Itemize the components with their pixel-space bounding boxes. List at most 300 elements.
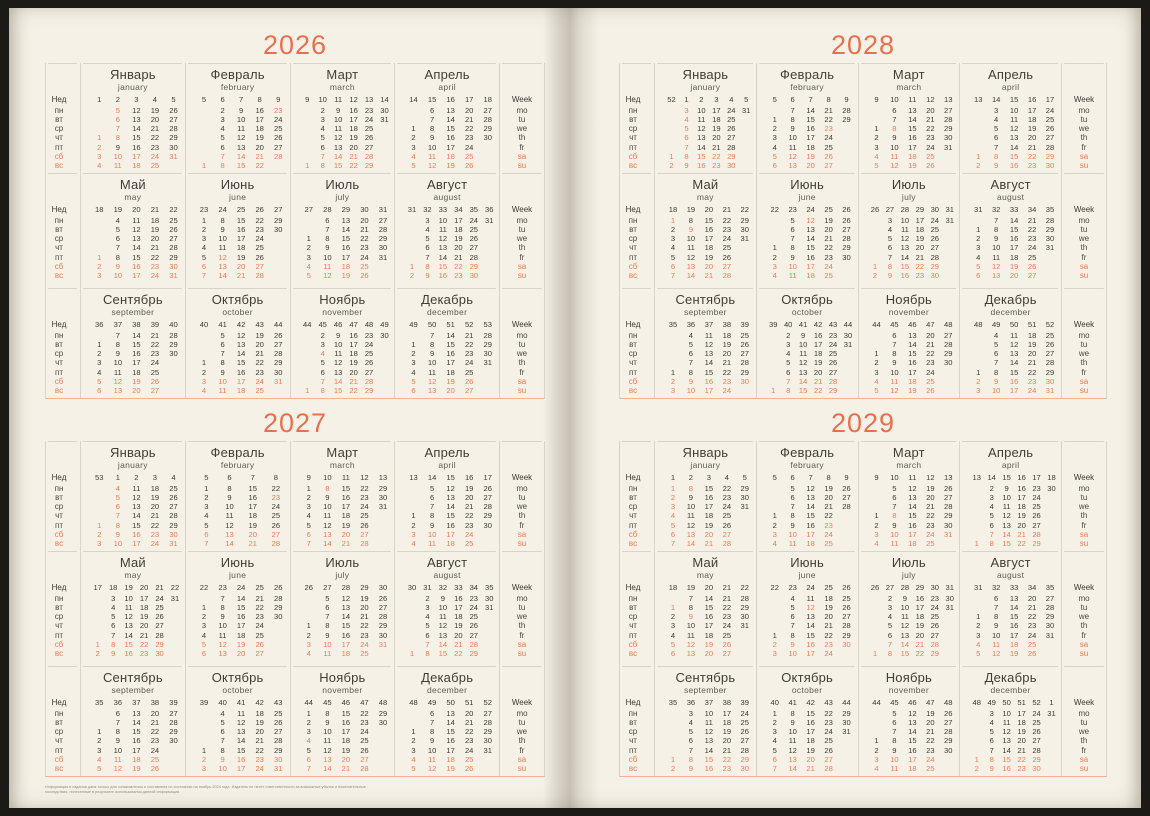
day-cell: 30 [169,261,178,271]
day-cell: 3 [684,106,689,115]
week-number: 13 [973,95,983,104]
day-cell: 11 [113,367,122,377]
day-cell: 9 [994,234,999,244]
day-cell: 22 [722,367,732,377]
day-cell: 31 [842,727,851,737]
weekday-label-en: th [518,133,526,143]
day-cell: 3 [306,639,311,649]
day-cell: 17 [341,727,351,737]
day-cell: 2 [872,270,878,280]
day-cell: 20 [464,106,474,115]
weekday-label-en: su [517,385,527,395]
day-cell: 10 [991,243,1001,253]
day-cell: 15 [446,340,455,350]
day-row [766,216,856,225]
day-row [969,484,1059,493]
day-cell: 21 [150,511,160,521]
day-cell: 4 [989,502,994,512]
day-cell: 1 [976,367,981,377]
day-cell: 25 [364,124,374,134]
day-cell: 19 [360,594,369,603]
day-cell: 21 [150,124,160,134]
day-cell: 22 [722,484,732,493]
month-name-ru: Сентябрь [675,670,736,685]
day-cell: 1 [976,612,981,622]
day-cell: 4 [425,612,430,622]
year-grid [619,441,1107,777]
day-cell: 24 [464,142,474,152]
weekday-label-en: su [517,648,527,658]
week-number: 2 [688,473,694,482]
day-cell: 29 [842,709,851,718]
day-row [969,746,1059,755]
day-row [404,271,497,280]
week-number: 52 [1032,698,1041,707]
day-cell: 19 [1017,727,1026,737]
day-cell: 2 [772,520,777,530]
day-cell: 25 [926,538,935,548]
day-cell: 21 [926,340,935,350]
day-cell: 4 [411,754,416,764]
week-number: 14 [987,473,996,482]
day-cell: 27 [1032,520,1041,530]
day-cell: 29 [1045,367,1055,377]
month-september [80,666,185,776]
day-cell: 31 [945,216,954,225]
day-cell: 21 [150,718,160,728]
day-cell: 8 [989,754,994,764]
day-cell: 22 [360,621,369,631]
day-cell: 11 [428,538,437,548]
day-cell: 23 [255,754,264,764]
day-cell: 16 [454,594,463,603]
week-number: 5 [772,95,777,104]
day-cell: 28 [483,502,492,512]
week-column-label-en: Week [511,205,533,214]
day-row [868,368,958,377]
day-cell: 12 [788,151,797,161]
day-cell: 15 [1002,754,1011,764]
month-name-en: july [335,192,350,202]
day-cell: 21 [150,331,160,340]
day-row [868,539,958,548]
day-cell: 21 [1017,529,1026,539]
day-cell: 6 [887,243,893,253]
week-numbers-row [404,204,497,216]
day-cell: 31 [843,340,853,350]
day-row [664,718,754,727]
day-cell: 5 [976,261,981,271]
weekday-label-en: mo [1078,331,1090,340]
day-cell: 9 [994,376,999,386]
day-cell: 11 [890,538,899,548]
day-row [195,603,288,612]
day-row [404,746,497,755]
day-cell: 15 [704,216,714,225]
day-cell: 25 [150,367,160,377]
day-cell: 1 [201,358,207,368]
day-cell: 22 [360,484,369,493]
week-number: 46 [908,698,917,707]
day-cell: 5 [786,358,791,368]
day-cell: 10 [890,754,899,764]
day-cell: 2 [97,529,102,539]
day-cell: 17 [446,358,455,368]
day-cell: 11 [237,124,246,134]
week-number: 41 [798,320,808,329]
day-cell: 8 [688,484,694,493]
day-cell: 29 [944,349,953,359]
day-cell: 13 [446,106,455,115]
day-cell: 29 [842,115,851,125]
day-cell: 14 [900,639,910,649]
day-row [868,124,958,133]
day-row [969,530,1059,539]
weekday-label-en: we [1078,124,1090,134]
day-cell: 16 [1009,621,1019,631]
month-october [756,288,858,398]
day-cell: 9 [115,529,120,539]
day-cell: 6 [204,529,209,539]
day-cell: 11 [428,151,437,161]
day-cell: 26 [150,763,160,773]
day-row [300,727,393,736]
month-november [290,666,395,776]
weekday-label-ru: пт [55,520,63,530]
day-cell: 31 [169,538,178,548]
day-row [90,493,183,502]
day-row [404,727,497,736]
day-cell: 27 [364,367,374,377]
day-cell: 23 [1027,234,1037,244]
day-cell: 17 [1009,630,1019,640]
day-row [300,161,393,170]
day-cell: 29 [378,484,388,493]
day-cell: 5 [325,594,330,603]
day-cell: 6 [306,529,311,539]
weekday-label-ru: пн [54,331,64,340]
day-cell: 17 [908,367,917,377]
week-number: 53 [483,320,492,329]
day-cell: 17 [341,502,351,512]
day-cell: 11 [704,718,713,728]
weekday-labels-column-en [499,551,545,666]
day-cell: 28 [944,727,953,737]
day-cell: 13 [686,261,696,271]
day-cell: 18 [806,270,815,280]
day-cell: 20 [806,754,815,764]
month-name-en: june [798,192,816,202]
day-cell: 26 [271,520,281,530]
day-cell: 12 [704,727,714,737]
day-cell: 29 [273,358,283,368]
day-cell: 21 [915,639,925,649]
day-row [300,106,393,115]
week-number: 30 [378,583,388,592]
day-row [664,377,754,386]
day-cell: 5 [320,358,325,368]
day-cell: 12 [806,216,815,225]
day-cell: 24 [926,529,935,539]
weekday-label-en: we [516,234,528,244]
month-june [756,173,858,288]
day-cell: 25 [1045,331,1055,340]
day-cell: 27 [740,736,749,746]
day-cell: 23 [255,612,264,622]
day-row [300,631,393,640]
day-cell: 26 [842,484,851,493]
weekday-label-en: sa [517,639,527,649]
day-cell: 3 [670,385,676,395]
day-row [664,709,754,718]
day-cell: 12 [236,133,246,143]
day-cell: 6 [325,216,330,225]
day-cell: 30 [380,331,389,340]
day-cell: 9 [220,754,225,764]
day-cell: 20 [349,142,358,152]
week-numbers-row [766,697,856,709]
day-cell: 10 [704,709,714,718]
day-row [868,612,958,621]
weekday-label-en: tu [518,603,526,613]
day-cell: 23 [824,639,833,649]
weekday-label-ru: ср [54,727,64,737]
day-row [969,640,1059,649]
day-row [404,530,497,539]
day-cell: 14 [438,639,448,649]
day-cell: 15 [446,124,455,134]
day-cell: 2 [976,234,981,244]
weekday-labels-column [45,288,80,398]
day-cell: 3 [201,376,207,386]
week-number: 5 [204,473,209,482]
day-cell: 26 [364,133,374,143]
day-cell: 27 [469,243,479,253]
day-cell: 31 [169,270,178,280]
day-cell: 4 [994,115,999,125]
day-cell: 10 [113,358,123,368]
week-number: 49 [409,320,418,329]
week-number: 25 [255,583,264,592]
week-column-label-en: Week [1073,205,1095,214]
day-row [404,511,497,520]
day-cell: 10 [788,133,797,143]
day-cell: 23 [255,367,264,377]
day-cell: 12 [991,648,1001,658]
day-cell: 18 [132,367,141,377]
day-cell: 11 [428,754,437,764]
day-cell: 2 [201,754,207,764]
day-row [868,736,958,745]
day-cell: 18 [446,151,455,161]
day-cell: 15 [1009,151,1019,161]
day-row [90,621,183,630]
day-cell: 1 [670,603,676,613]
day-row [404,115,497,124]
day-cell: 18 [454,612,463,622]
day-row [300,234,393,243]
day-cell: 7 [790,106,795,115]
week-number: 48 [944,320,953,329]
day-cell: 5 [306,745,311,755]
day-cell: 30 [169,736,178,746]
day-cell: 10 [218,376,227,386]
month-name-ru: Июнь [220,555,255,570]
weekday-label-en: tu [518,115,526,125]
day-cell: 28 [169,718,178,728]
day-cell: 10 [1002,709,1011,718]
day-cell: 17 [722,709,732,718]
band-top-rule [619,173,1107,174]
day-cell: 3 [976,243,981,253]
month-august [959,173,1061,288]
week-number: 38 [132,320,141,329]
day-cell: 26 [926,160,935,170]
weekday-label-ru: пн [628,594,638,603]
weekday-labels-column [45,63,80,173]
day-cell: 31 [1045,385,1055,395]
day-cell: 2 [874,520,879,530]
day-cell: 8 [429,124,435,134]
day-cell: 13 [900,630,910,640]
day-row [664,133,754,142]
week-numbers-row [195,204,288,216]
day-cell: 19 [139,612,149,622]
day-cell: 22 [454,648,463,658]
day-cell: 28 [483,115,492,125]
day-row [195,649,288,658]
day-cell: 30 [944,520,953,530]
day-cell: 7 [429,502,435,512]
day-row [90,727,183,736]
week-numbers-row [300,94,393,106]
day-cell: 19 [446,763,455,773]
day-cell: 14 [908,115,917,125]
week-numbers-row [404,472,497,484]
week-column-label-en: Week [1073,473,1095,482]
day-cell: 2 [306,630,311,640]
day-cell: 18 [1027,331,1037,340]
month-name-en: february [220,82,255,92]
day-row [90,253,183,262]
week-number: 16 [446,95,455,104]
week-numbers-row [90,472,183,484]
day-row [664,331,754,340]
weekday-label-ru: чт [629,243,637,253]
day-cell: 6 [97,385,102,395]
week-number: 27 [885,583,895,592]
months-band [619,666,1107,776]
day-cell: 26 [926,385,935,395]
day-cell: 4 [411,367,416,377]
month-name-en: october [222,685,253,695]
day-cell: 16 [132,736,141,746]
day-cell: 14 [1002,745,1011,755]
day-cell: 11 [334,349,343,359]
day-cell: 15 [132,340,141,350]
day-cell: 14 [900,252,910,262]
month-name-en: august [996,192,1025,202]
weekday-label-ru: чт [55,243,63,253]
month-name-ru: Апрель [987,445,1034,460]
day-cell: 15 [806,511,815,521]
day-cell: 1 [409,648,415,658]
day-cell: 3 [874,367,879,377]
day-cell: 25 [722,511,732,521]
day-row [969,152,1059,161]
month-october [185,288,290,398]
day-cell: 4 [97,367,102,377]
week-number: 37 [704,698,714,707]
week-number: 5 [742,473,747,482]
day-cell: 27 [273,142,283,152]
day-cell: 26 [464,160,474,170]
week-number: 45 [318,320,327,329]
day-row [90,612,183,621]
day-row [404,368,497,377]
day-row [868,764,958,773]
day-cell: 1 [305,160,310,170]
weekday-label-ru: сб [54,639,64,649]
day-cell: 24 [364,340,374,350]
day-cell: 27 [944,493,953,503]
day-cell: 19 [704,639,714,649]
week-number: 22 [770,205,779,214]
day-cell: 12 [427,376,437,386]
day-row [300,746,393,755]
day-cell: 14 [341,612,351,622]
weekday-label-ru: ср [54,349,64,359]
day-cell: 25 [150,160,160,170]
day-cell: 29 [842,243,851,253]
month-name-en: march [896,460,922,470]
week-number: 4 [729,95,734,104]
day-cell: 7 [989,529,994,539]
day-cell: 25 [271,511,281,521]
day-cell: 3 [306,727,311,737]
day-cell: 23 [722,225,732,235]
day-cell: 6 [115,115,120,125]
day-cell: 21 [704,538,714,548]
day-row [90,511,183,520]
day-cell: 13 [218,261,227,271]
day-row [90,358,183,367]
week-number: 51 [464,698,474,707]
day-cell: 1 [772,709,777,718]
day-cell: 14 [124,630,133,640]
day-cell: 18 [704,630,714,640]
day-cell: 29 [483,340,492,350]
day-cell: 11 [890,376,899,386]
day-cell: 13 [704,349,714,359]
day-row [90,603,183,612]
day-cell: 22 [349,160,358,170]
day-cell: 8 [688,603,694,613]
weekday-label-en: mo [1078,484,1090,493]
year-title: 2028 [830,30,896,60]
day-row [195,234,288,243]
month-name-en: june [228,570,247,580]
weekday-label-ru: вт [629,603,637,613]
day-row [969,718,1059,727]
day-cell: 22 [824,709,833,718]
day-cell: 17 [1017,709,1026,718]
day-cell: 2 [670,376,676,386]
day-row [300,521,393,530]
day-row [404,262,497,271]
day-cell: 3 [874,529,879,539]
day-cell: 30 [483,349,492,359]
